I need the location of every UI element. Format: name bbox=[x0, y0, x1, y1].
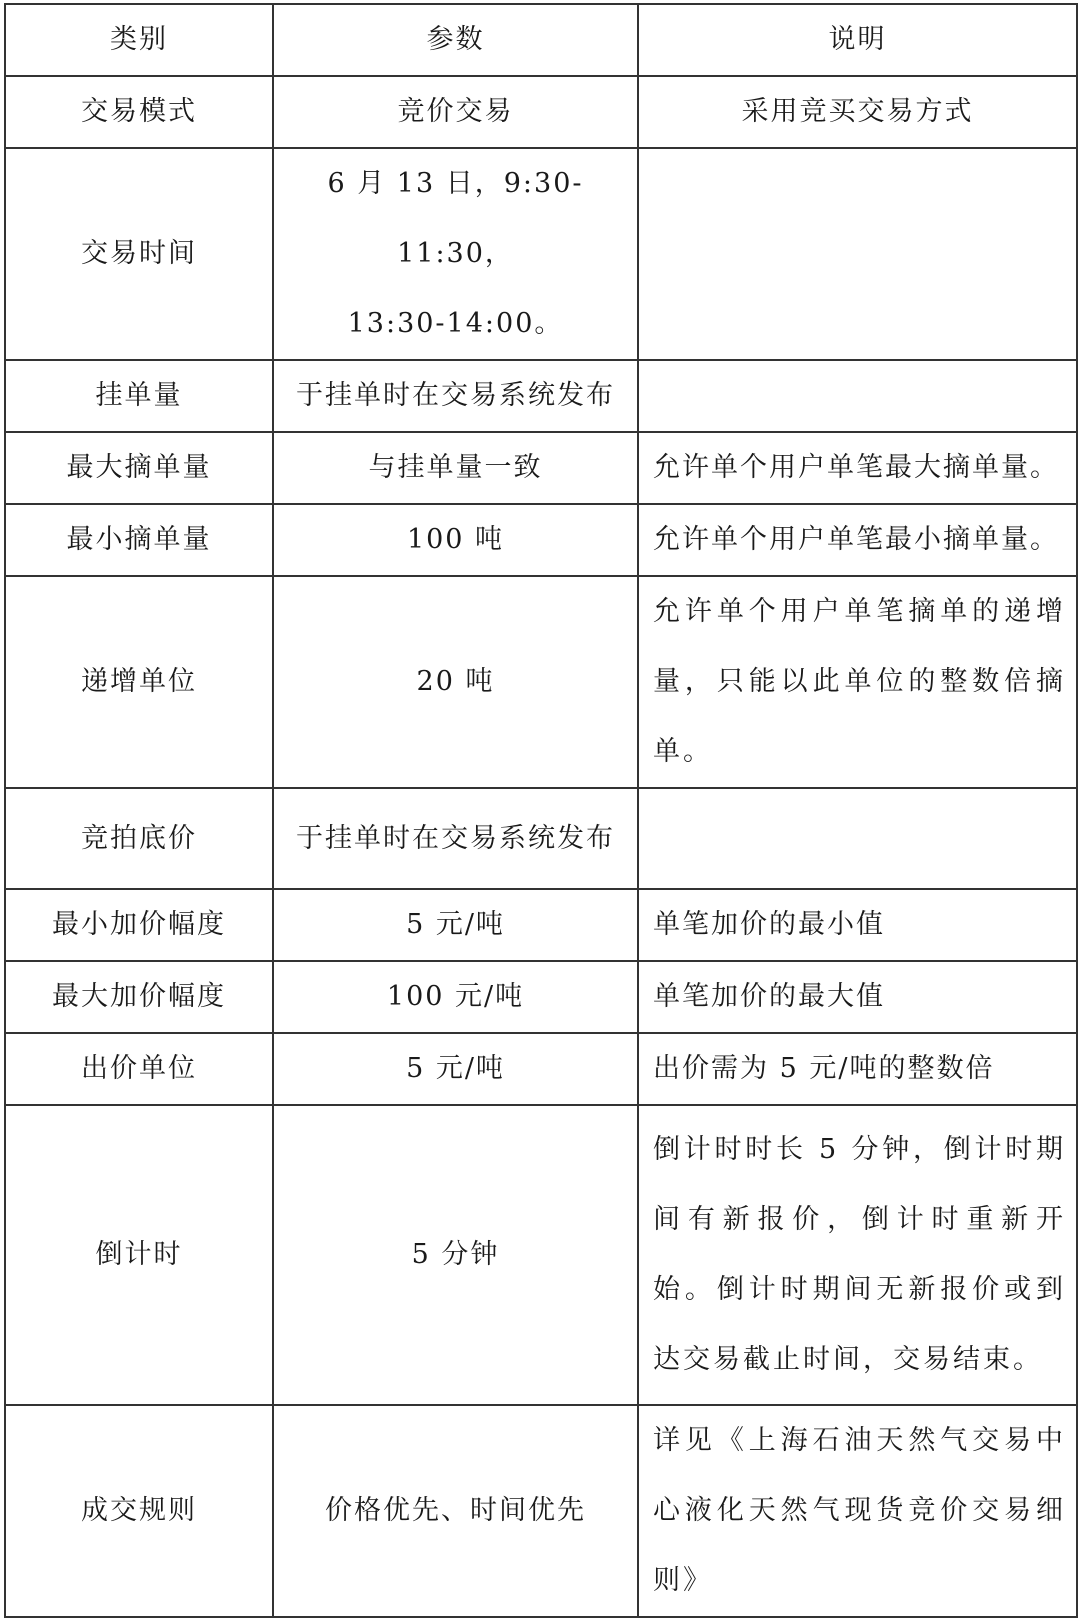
row-category: 倒计时 bbox=[5, 1105, 273, 1405]
row-parameter: 5 元/吨 bbox=[273, 1033, 638, 1105]
table-header-row bbox=[5, 4, 1077, 76]
table-row bbox=[5, 788, 1077, 889]
row-description bbox=[638, 148, 1077, 360]
row-description bbox=[638, 788, 1077, 889]
row-category: 成交规则 bbox=[5, 1405, 273, 1617]
table-row bbox=[5, 504, 1077, 576]
row-category: 最小加价幅度 bbox=[5, 889, 273, 961]
table-row bbox=[5, 360, 1077, 432]
header-description: 说明 bbox=[638, 4, 1077, 76]
row-category: 最大加价幅度 bbox=[5, 961, 273, 1033]
row-category: 交易时间 bbox=[5, 148, 273, 360]
param-line: 13:30-14:00。 bbox=[347, 308, 564, 339]
row-description: 单笔加价的最小值 bbox=[638, 889, 1077, 961]
row-category: 交易模式 bbox=[5, 76, 273, 148]
row-category: 挂单量 bbox=[5, 360, 273, 432]
table-row bbox=[5, 1105, 1077, 1405]
row-parameter: 竞价交易 bbox=[273, 76, 638, 148]
table-row bbox=[5, 1405, 1077, 1617]
row-parameter bbox=[273, 148, 638, 360]
table-row bbox=[5, 576, 1077, 788]
row-category: 递增单位 bbox=[5, 576, 273, 788]
row-category: 最大摘单量 bbox=[5, 432, 273, 504]
row-parameter: 于挂单时在交易系统发布 bbox=[273, 360, 638, 432]
row-parameter: 与挂单量一致 bbox=[273, 432, 638, 504]
header-category: 类别 bbox=[5, 4, 273, 76]
row-parameter: 20 吨 bbox=[273, 576, 638, 788]
row-parameter: 100 元/吨 bbox=[273, 961, 638, 1033]
table-row bbox=[5, 148, 1077, 360]
header-parameter: 参数 bbox=[273, 4, 638, 76]
trading-parameters-table bbox=[4, 3, 1078, 1618]
table-row bbox=[5, 961, 1077, 1033]
row-description: 允许单个用户单笔最小摘单量。 bbox=[638, 504, 1077, 576]
row-description: 详见《上海石油天然气交易中心液化天然气现货竞价交易细则》 bbox=[638, 1405, 1077, 1617]
row-category: 最小摘单量 bbox=[5, 504, 273, 576]
row-parameter: 于挂单时在交易系统发布 bbox=[273, 788, 638, 889]
param-line: 6 月 13 日，9:30-11:30， bbox=[327, 168, 584, 269]
row-category: 出价单位 bbox=[5, 1033, 273, 1105]
table-row bbox=[5, 432, 1077, 504]
table-row bbox=[5, 889, 1077, 961]
row-description: 允许单个用户单笔摘单的递增量，只能以此单位的整数倍摘单。 bbox=[638, 576, 1077, 788]
row-description: 允许单个用户单笔最大摘单量。 bbox=[638, 432, 1077, 504]
row-description: 倒计时时长 5 分钟，倒计时期间有新报价，倒计时重新开始。倒计时期间无新报价或到达交易截止时间，交易结束。 bbox=[638, 1105, 1077, 1405]
row-description: 单笔加价的最大值 bbox=[638, 961, 1077, 1033]
table-row bbox=[5, 1033, 1077, 1105]
table-row bbox=[5, 76, 1077, 148]
row-description: 出价需为 5 元/吨的整数倍 bbox=[638, 1033, 1077, 1105]
row-parameter: 价格优先、时间优先 bbox=[273, 1405, 638, 1617]
row-parameter: 5 元/吨 bbox=[273, 889, 638, 961]
row-parameter: 5 分钟 bbox=[273, 1105, 638, 1405]
row-description: 采用竞买交易方式 bbox=[638, 76, 1077, 148]
row-parameter: 100 吨 bbox=[273, 504, 638, 576]
row-description bbox=[638, 360, 1077, 432]
row-category: 竞拍底价 bbox=[5, 788, 273, 889]
